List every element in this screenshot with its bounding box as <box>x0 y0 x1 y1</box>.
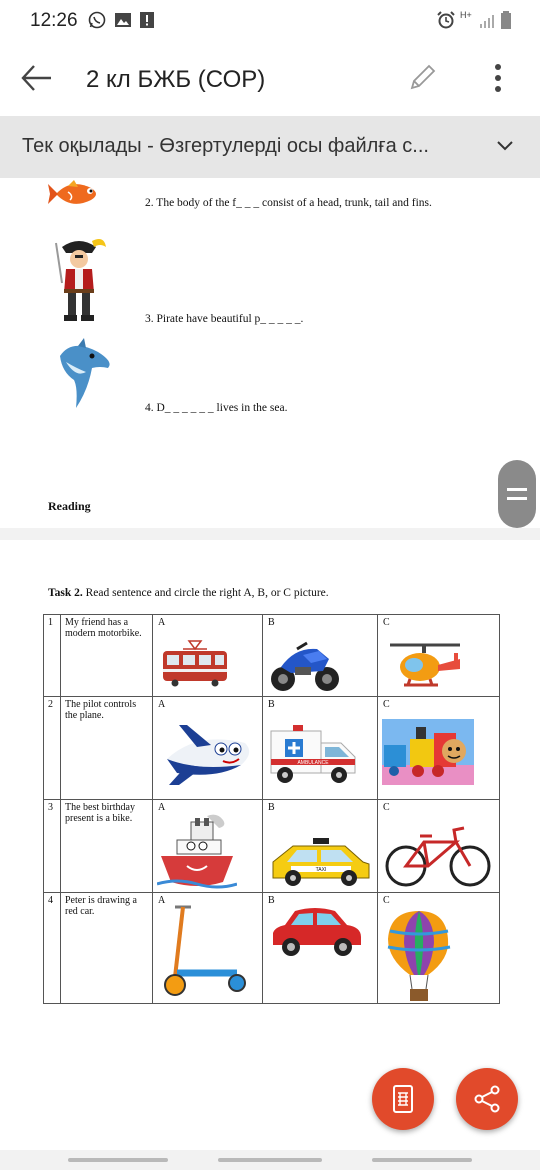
option-b-label: B <box>268 802 275 813</box>
battery-icon <box>500 11 512 29</box>
reading-mode-button[interactable] <box>372 1068 434 1130</box>
table-row <box>44 800 500 893</box>
row-number: 1 <box>44 615 61 697</box>
nav-home-button[interactable] <box>218 1158 322 1162</box>
nav-back-button[interactable] <box>372 1158 472 1162</box>
option-a-label: A <box>158 699 166 710</box>
nav-recent-button[interactable] <box>68 1158 168 1162</box>
option-a-cell[interactable] <box>153 893 263 1004</box>
pirate-picture <box>48 233 110 325</box>
whatsapp-icon <box>88 11 106 29</box>
option-b-cell[interactable] <box>263 893 378 1004</box>
answer-table <box>43 614 500 1004</box>
share-button[interactable] <box>456 1068 518 1130</box>
option-a-label: A <box>158 617 166 628</box>
gallery-icon <box>114 11 132 29</box>
task-instruction <box>48 587 329 599</box>
row-sentence: The best birthday present is a bike. <box>61 800 153 893</box>
row-number: 4 <box>44 893 61 1004</box>
toy-train-picture <box>382 719 474 785</box>
option-b-cell[interactable] <box>263 697 378 800</box>
option-b-cell[interactable] <box>263 800 378 893</box>
option-b-label: B <box>268 895 275 906</box>
task-label: Task 2. <box>48 587 83 599</box>
motorbike-picture <box>267 637 343 695</box>
row-number: 2 <box>44 697 61 800</box>
app-bar <box>0 42 540 117</box>
share-icon <box>473 1085 501 1113</box>
row-sentence: The pilot controls the plane. <box>61 697 153 800</box>
option-c-label: C <box>383 699 390 710</box>
question-2: 2. The body of the f_ _ _ consist of a head, trunk, tail and fins. <box>145 197 432 209</box>
table-row <box>44 697 500 800</box>
document-view-icon <box>393 1085 413 1113</box>
option-c-cell[interactable] <box>378 800 500 893</box>
row-sentence: My friend has a modern motorbike. <box>61 615 153 697</box>
taxi-picture <box>269 836 373 888</box>
network-type-label: H+ <box>460 10 472 20</box>
back-arrow-icon[interactable] <box>20 64 52 92</box>
option-a-label: A <box>158 802 166 813</box>
helicopter-picture <box>386 641 464 695</box>
scooter-picture <box>157 903 249 1001</box>
dolphin-picture <box>52 338 118 410</box>
cartoon-ship-picture <box>157 812 237 892</box>
option-b-cell[interactable] <box>263 615 378 697</box>
ambulance-lettering: AMBULANCE <box>297 760 329 766</box>
more-options-icon[interactable] <box>488 62 508 96</box>
chevron-down-icon[interactable] <box>496 140 514 152</box>
option-c-label: C <box>383 895 390 906</box>
signal-icon <box>478 11 498 29</box>
hot-air-balloon-picture <box>384 909 454 1003</box>
bicycle-picture <box>384 822 492 888</box>
red-car-picture <box>267 905 365 961</box>
option-b-label: B <box>268 617 275 628</box>
alarm-icon <box>437 11 455 29</box>
document-title: 2 кл БЖБ (СОР) <box>86 66 266 93</box>
edit-pencil-icon[interactable] <box>406 62 438 94</box>
read-only-message: Тек оқылады - Өзгертулерді осы файлға с... <box>22 135 429 157</box>
table-row <box>44 615 500 697</box>
status-bar <box>0 0 540 42</box>
ambulance-picture <box>267 719 359 785</box>
option-a-cell[interactable] <box>153 697 263 800</box>
table-row <box>44 893 500 1004</box>
document-page <box>0 178 540 528</box>
option-c-label: C <box>383 802 390 813</box>
scroll-handle[interactable] <box>498 460 536 528</box>
option-c-cell[interactable] <box>378 893 500 1004</box>
tram-picture <box>159 639 231 689</box>
section-heading-reading: Reading <box>48 499 91 513</box>
question-3: 3. Pirate have beautiful p_ _ _ _ _. <box>145 313 304 325</box>
navigation-bar <box>0 1150 540 1170</box>
option-a-cell[interactable] <box>153 800 263 893</box>
fish-picture <box>46 178 106 210</box>
taxi-lettering: TAXI <box>315 867 327 873</box>
document-page <box>0 540 540 1150</box>
question-4: 4. D_ _ _ _ _ _ lives in the sea. <box>145 402 288 414</box>
status-time: 12:26 <box>30 10 78 31</box>
option-a-label: A <box>158 895 166 906</box>
option-a-cell[interactable] <box>153 615 263 697</box>
row-number: 3 <box>44 800 61 893</box>
read-only-banner[interactable] <box>0 116 540 178</box>
cartoon-plane-picture <box>157 719 257 789</box>
option-c-label: C <box>383 617 390 628</box>
option-b-label: B <box>268 699 275 710</box>
option-c-cell[interactable] <box>378 615 500 697</box>
option-c-cell[interactable] <box>378 697 500 800</box>
task-text: Read sentence and circle the right A, B, or C picture. <box>82 587 329 599</box>
row-sentence: Peter is drawing a red car. <box>61 893 153 1004</box>
alert-icon <box>140 11 154 29</box>
